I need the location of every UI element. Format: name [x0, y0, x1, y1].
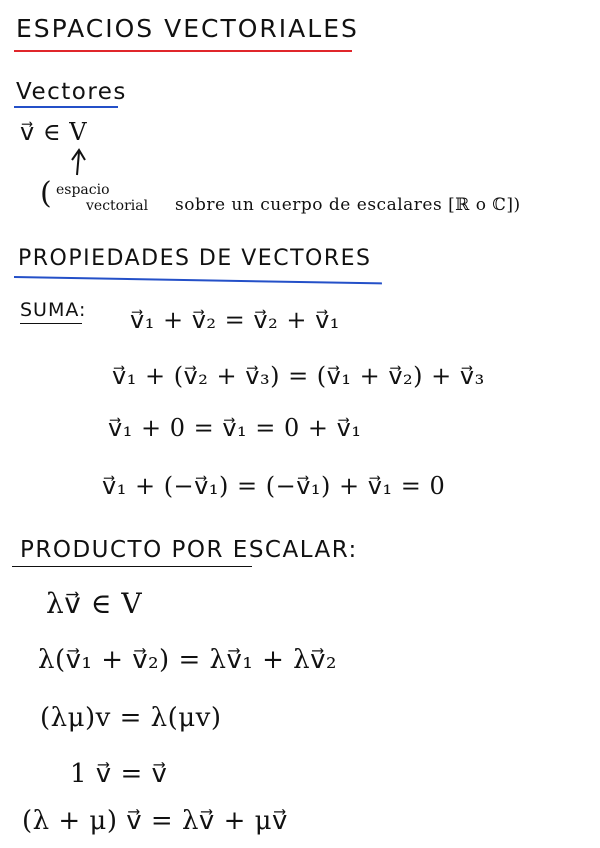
note-rest: sobre un cuerpo de escalares [ℝ o ℂ]): [175, 195, 521, 215]
vector-membership: v⃗ ∈ V: [20, 118, 88, 146]
producto-heading: PRODUCTO POR ESCALAR:: [20, 537, 358, 563]
note-line-vectorial: vectorial: [86, 198, 149, 214]
suma-line-4: v⃗₁ + (−v⃗₁) = (−v⃗₁) + v⃗₁ = 0: [102, 472, 446, 500]
suma-label: SUMA:: [20, 299, 87, 321]
note-espacio-vectorial: [56, 182, 148, 214]
producto-line-2: λ(v⃗₁ + v⃗₂) = λv⃗₁ + λv⃗₂: [38, 645, 337, 675]
producto-line-5: (λ + μ) v⃗ = λv⃗ + μv⃗: [22, 806, 288, 836]
propiedades-heading: PROPIEDADES DE VECTORES: [18, 246, 372, 271]
note-open-paren: (: [40, 176, 53, 211]
vectores-heading: Vectores: [16, 79, 127, 105]
producto-line-1: λv⃗ ∈ V: [46, 587, 143, 620]
suma-line-2: v⃗₁ + (v⃗₂ + v⃗₃) = (v⃗₁ + v⃗₂) + v⃗₃: [112, 362, 485, 390]
producto-line-4: 1 v⃗ = v⃗: [70, 759, 168, 789]
producto-underline: [12, 566, 252, 567]
producto-line-3: (λμ)v = λ(μv): [40, 703, 222, 733]
suma-underline: [20, 323, 82, 324]
note-line-espacio: espacio: [56, 182, 110, 198]
suma-line-1: v⃗₁ + v⃗₂ = v⃗₂ + v⃗₁: [130, 306, 340, 334]
suma-line-3: v⃗₁ + 0 = v⃗₁ = 0 + v⃗₁: [108, 414, 362, 442]
page-title: ESPACIOS VECTORIALES: [16, 14, 359, 43]
